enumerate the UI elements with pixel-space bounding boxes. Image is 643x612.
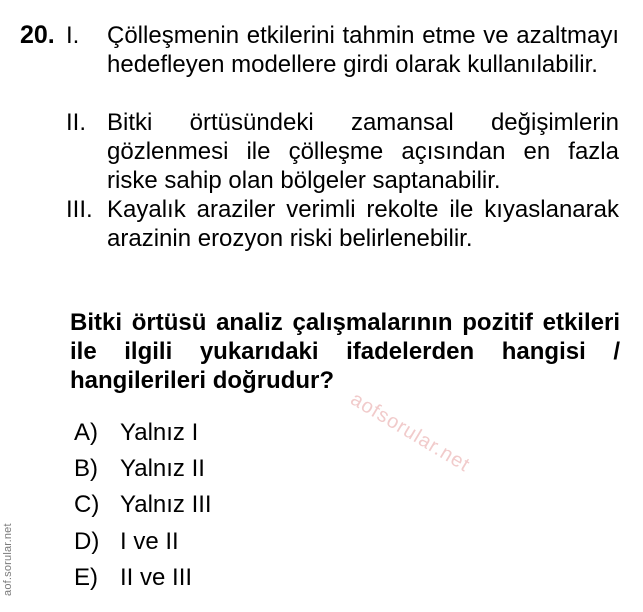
side-watermark: aof.sorular.net: [2, 523, 14, 596]
option-c[interactable]: [74, 490, 212, 519]
statement-2-text: Bitki örtüsündeki zamansal değişimlerin gözlenmesi ile çölleşme açısından en fazla riske sahip olan bölgeler saptanabilir.: [107, 109, 619, 194]
question-prompt: Bitki örtüsü analiz çalışmalarının pozitif etkileri ile ilgili yukarıdaki ifadelerden hangisi / hangilerileri doğrudur?: [70, 309, 620, 394]
option-e-text: II ve III: [120, 564, 193, 591]
option-a-text: Yalnız I: [120, 419, 199, 446]
option-c-text: Yalnız III: [120, 491, 212, 518]
diagonal-watermark: aofsorular.net: [346, 388, 474, 477]
option-d-letter: D): [74, 528, 100, 555]
statement-3-text: Kayalık araziler verimli rekolte ile kıyaslanarak arazinin erozyon riski belirlenebilir.: [107, 196, 619, 252]
statement-3-numeral: III.: [66, 196, 93, 223]
option-e-letter: E): [74, 564, 98, 591]
option-a-letter: A): [74, 419, 98, 446]
statement-1-numeral: I.: [66, 22, 80, 49]
option-c-letter: C): [74, 491, 100, 518]
statement-1-text: Çölleşmenin etkilerini tahmin etme ve azaltmayı hedefleyen modellere girdi olarak kullanılabilir.: [107, 22, 619, 78]
option-d-text: I ve II: [120, 528, 179, 555]
option-e[interactable]: [74, 563, 192, 592]
option-d[interactable]: [74, 527, 179, 556]
option-a[interactable]: [74, 418, 198, 447]
option-b-text: Yalnız II: [120, 455, 205, 482]
statement-2-numeral: II.: [66, 109, 87, 136]
option-b[interactable]: [74, 454, 205, 483]
option-b-letter: B): [74, 455, 98, 482]
question-number: 20.: [20, 21, 55, 49]
